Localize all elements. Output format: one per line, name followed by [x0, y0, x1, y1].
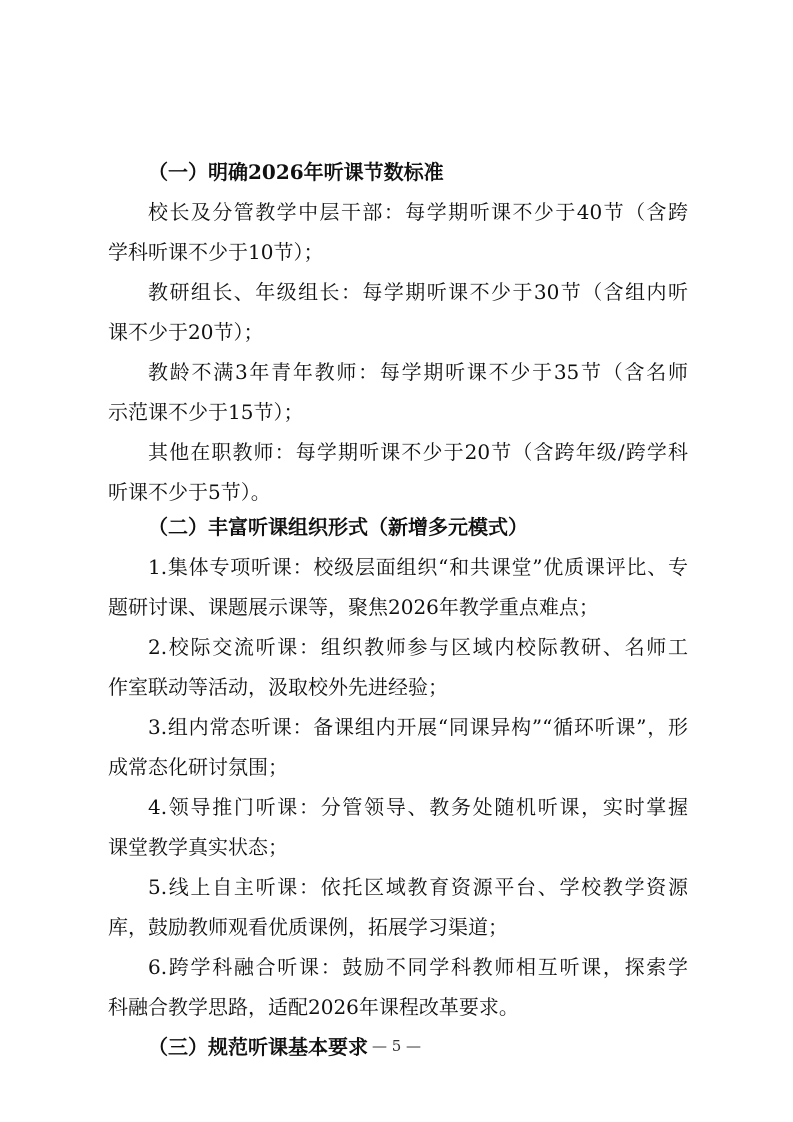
paragraph-line: 6.跨学科融合听课：鼓励不同学科教师相互听课，探索学 [148, 955, 688, 979]
paragraph-line: 成常态化研讨氛围； [108, 755, 288, 779]
paragraph-line: 库，鼓励教师观看优质课例，拓展学习渠道； [108, 915, 508, 939]
paragraph-line: 作室联动等活动，汲取校外先进经验； [108, 675, 448, 699]
paragraph-line: 教研组长、年级组长：每学期听课不少于30节（含组内听 [148, 280, 688, 304]
section-heading-1: （一）明确2026年听课节数标准 [148, 160, 444, 184]
paragraph-line: 听课不少于5节）。 [108, 480, 271, 504]
paragraph-line: 学科听课不少于10节）； [108, 240, 324, 264]
paragraph-line: 课堂教学真实状态； [108, 835, 288, 859]
paragraph-line: 1.集体专项听课：校级层面组织“和共课堂”优质课评比、专 [148, 555, 688, 579]
paragraph-line: 3.组内常态听课：备课组内开展“同课异构”“循环听课”，形 [148, 715, 688, 739]
paragraph-line: 4.领导推门听课：分管领导、教务处随机听课，实时掌握 [148, 795, 688, 819]
paragraph-line: 课不少于20节）； [108, 320, 264, 344]
paragraph-line: 科融合教学思路，适配2026年课程改革要求。 [108, 995, 519, 1019]
paragraph-line: 校长及分管教学中层干部：每学期听课不少于40节（含跨 [148, 200, 688, 224]
paragraph-line: 教龄不满3年青年教师：每学期听课不少于35节（含名师 [148, 360, 688, 384]
paragraph-line: 题研讨课、课题展示课等，聚焦2026年教学重点难点； [108, 595, 599, 619]
section-heading-2: （二）丰富听课组织形式（新增多元模式） [148, 515, 528, 539]
paragraph-line: 示范课不少于15节）； [108, 400, 304, 424]
paragraph-line: 其他在职教师：每学期听课不少于20节（含跨年级/跨学科 [148, 440, 688, 464]
section-heading-3: （三）规范听课基本要求 [148, 1035, 368, 1059]
page-number: — 5 — [371, 1037, 422, 1055]
paragraph-line: 2.校际交流听课：组织教师参与区域内校际教研、名师工 [148, 635, 688, 659]
paragraph-line: 5.线上自主听课：依托区域教育资源平台、学校教学资源 [148, 875, 688, 899]
